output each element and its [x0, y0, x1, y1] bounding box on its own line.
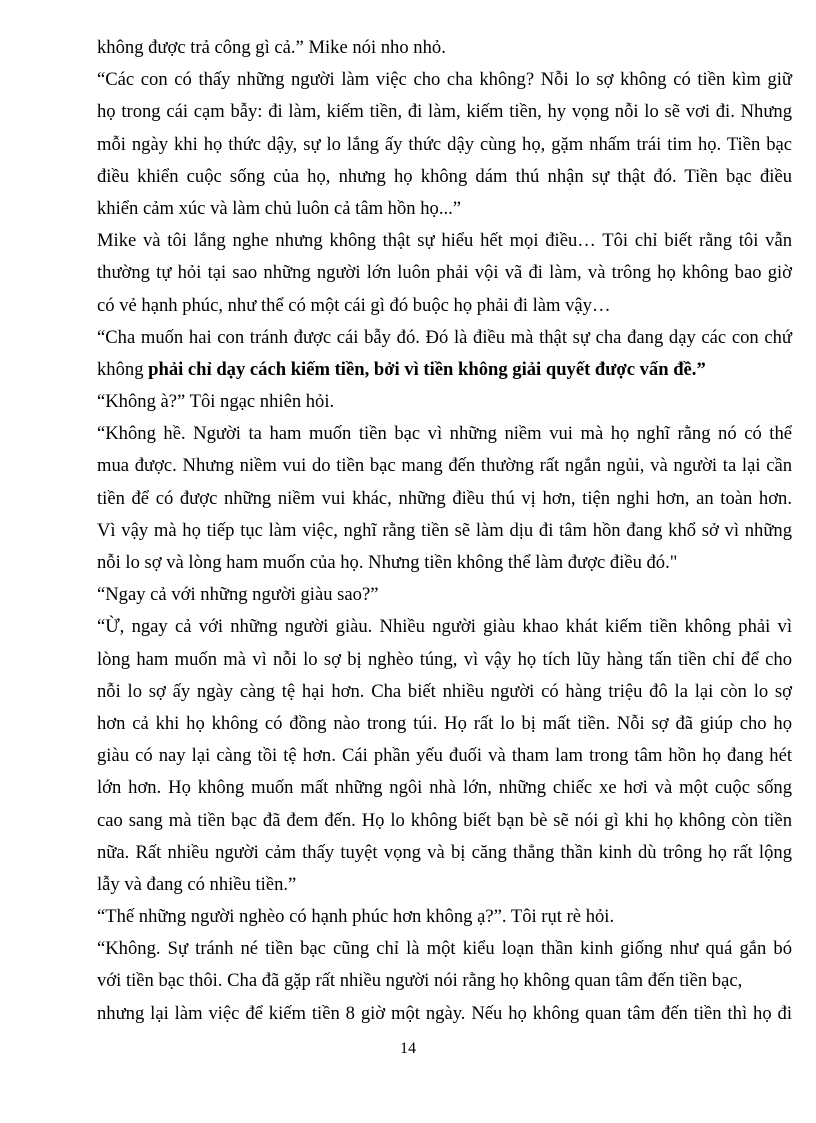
text-line: nữa. Rất nhiều người cảm thấy tuyệt vọng và bị căng thẳng thần kinh dù trông họ rất lộng — [97, 841, 792, 863]
text-line: “Không à?” Tôi ngạc nhiên hỏi. — [97, 391, 335, 413]
text-line: “Thế những người nghèo có hạnh phúc hơn không ạ?”. Tôi rụt rè hỏi. — [97, 906, 615, 928]
text-line: “Các con có thấy những người làm việc cho cha không? Nỗi lo sợ không có tiền kìm giữ — [97, 69, 792, 91]
text-line: thường tự hỏi tại sao những người lớn luôn phải vội vã đi làm, và trông họ không bao giờ — [97, 262, 792, 284]
text-line: nỗi lo sợ ấy ngày càng tệ hại hơn. Cha biết nhiều người có hàng triệu đô la lại còn lo sợ — [97, 680, 792, 702]
text-line: lòng ham muốn mà vì nỗi lo sợ bị nghèo túng, vì vậy họ tích lũy hàng tấn tiền chỉ để cho — [97, 648, 792, 670]
text-line: hơn cả khi họ không có đồng nào trong túi. Họ rất lo bị mất tiền. Nỗi sợ đã giúp cho họ — [97, 712, 792, 734]
text-line: với tiền bạc thôi. Cha đã gặp rất nhiều người nói rằng họ không quan tâm đến tiền bạc, — [97, 970, 743, 992]
text-line: “Cha muốn hai con tránh được cái bẫy đó. Đó là điều mà thật sự cha đang dạy các con chứ — [97, 326, 792, 348]
text-line: cao sang mà tiền bạc đã đem đến. Họ lo không biết bạn bè sẽ nói gì khi họ không còn tiền — [97, 809, 792, 831]
text-line: Mike và tôi lắng nghe nhưng không thật sự hiểu hết mọi điều… Tôi chỉ biết rằng tôi vẫn — [97, 230, 792, 252]
text-line: lớn hơn. Họ không muốn mất những ngôi nhà lớn, những chiếc xe hơi và một cuộc sống — [97, 777, 792, 799]
document-page-body — [97, 32, 792, 1030]
text-line: nhưng lại làm việc để kiếm tiền 8 giờ một ngày. Nếu họ không quan tâm đến tiền thì họ đi — [97, 1002, 792, 1024]
text-line: lẫy và đang có nhiều tiền.” — [97, 873, 297, 895]
text-line-emphasis — [97, 354, 792, 386]
text-line: khiển cảm xúc và làm chủ luôn cả tâm hồn họ...” — [97, 197, 462, 219]
text-line: “Ngay cả với những người giàu sao?” — [97, 584, 379, 606]
text-line: tiền để có được những niềm vui khác, những điều thú vị hơn, tiện nghi hơn, an toàn hơn. — [97, 487, 792, 509]
text-prefix: không — [97, 358, 149, 380]
text-line: Vì vậy mà họ tiếp tục làm việc, nghĩ rằng tiền sẽ làm dịu đi tâm hồn đang khổ sở vì những — [97, 519, 792, 541]
text-line: nỗi lo sợ và lòng ham muốn của họ. Nhưng tiền không thể làm được điều đó." — [97, 552, 678, 573]
text-line: mua được. Nhưng niềm vui do tiền bạc mang đến thường rất ngắn ngủi, và người ta lại cần — [97, 455, 792, 477]
text-line: “Không. Sự tránh né tiền bạc cũng chỉ là một kiểu loạn thần kinh giống như quá gắn bó — [97, 938, 792, 960]
text-line: không được trả công gì cả.” Mike nói nho nhỏ. — [97, 37, 446, 58]
text-line: họ trong cái cạm bẫy: đi làm, kiếm tiền, đi làm, kiếm tiền, hy vọng nỗi lo sẽ vơi đi. Nhưng — [97, 101, 792, 123]
text-line: giàu có nay lại càng tồi tệ hơn. Cái phần yếu đuối và tham lam trong tâm hồn họ đang hét — [97, 745, 792, 767]
text-line: mỗi ngày khi họ thức dậy, sự lo lắng ấy thức dậy cùng họ, gặm nhấm trái tim họ. Tiền bạc — [97, 133, 792, 155]
bold-text: phải chỉ dạy cách kiếm tiền, bởi vì tiền không giải quyết được vấn đề.” — [148, 358, 706, 380]
text-line: “Không hề. Người ta ham muốn tiền bạc vì những niềm vui mà họ nghĩ rằng nó có thể — [97, 423, 792, 445]
text-line: có vẻ hạnh phúc, như thể có một cái gì đó buộc họ phải đi làm vậy… — [97, 294, 611, 316]
text-line: điều khiển cuộc sống của họ, nhưng họ không dám thú nhận sự thật đó. Tiền bạc điều — [97, 165, 792, 187]
text-line: “Ừ, ngay cả với những người giàu. Nhiều người giàu khao khát kiếm tiền không phải vì — [97, 616, 792, 638]
page-number: 14 — [400, 1040, 416, 1057]
